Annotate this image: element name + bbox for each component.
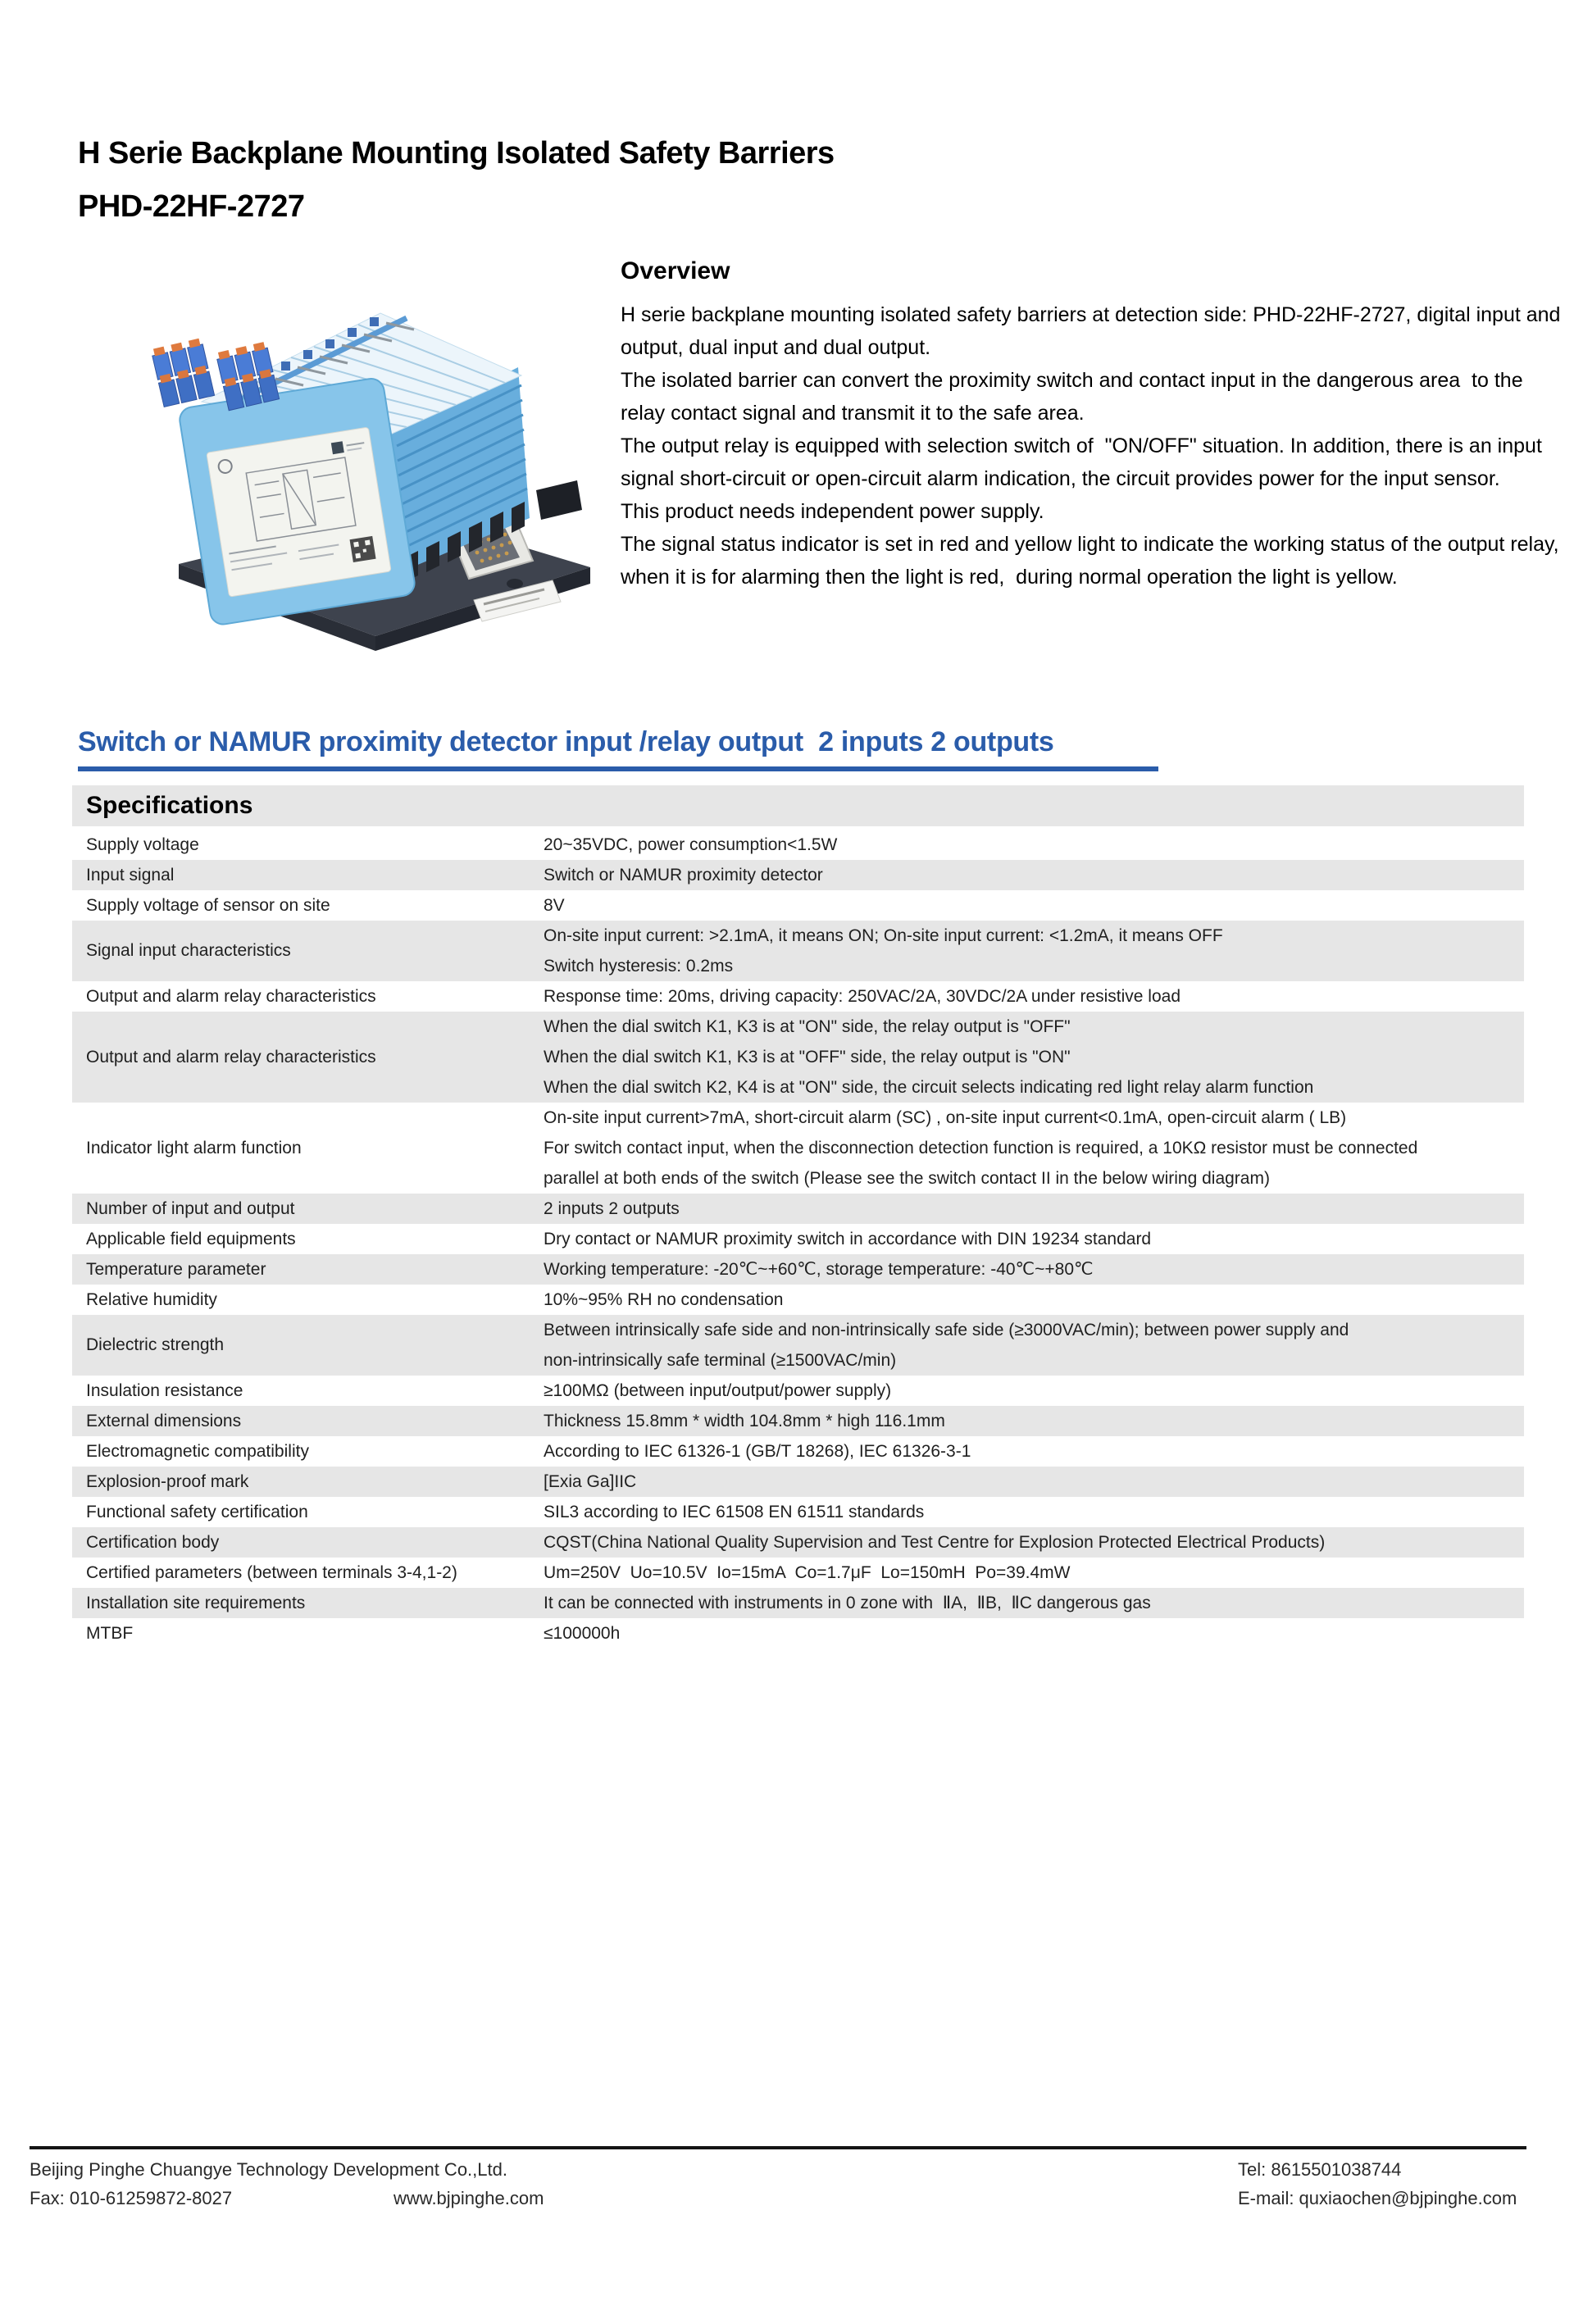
table-row: [72, 1467, 1524, 1497]
spec-value: SIL3 according to IEC 61508 EN 61511 standards: [544, 1503, 925, 1521]
spec-label: MTBF: [86, 1623, 134, 1643]
spec-label: Explosion-proof mark: [86, 1471, 249, 1491]
spec-label: Relative humidity: [86, 1289, 217, 1309]
spec-value: On-site input current>7mA, short-circuit alarm (SC) , on-site input current<0.1mA, open-circuit alarm ( LB): [544, 1108, 1347, 1127]
table-row: [72, 1588, 1524, 1618]
overview-paragraph: H serie backplane mounting isolated safety barriers at detection side: PHD-22HF-2727, digital input and output, dual input and dual output.: [621, 303, 1567, 359]
overview-paragraph: The signal status indicator is set in red and yellow light to indicate the working status of the output relay, when it is for alarming then the light is red, during normal operation the light is yellow.: [621, 533, 1565, 589]
overview-paragraph: The output relay is equipped with selection switch of "ON/OFF" situation. In addition, there is an input signal short-circuit or open-circuit alarm indication, the circuit provides power for the input sensor.: [621, 434, 1548, 490]
spec-value: Working temperature: -20℃~+60℃, storage temperature: -40℃~+80℃: [544, 1260, 1094, 1279]
specifications-table: [72, 830, 1524, 1649]
section-heading: Switch or NAMUR proximity detector input /relay output 2 inputs 2 outputs: [78, 726, 1158, 771]
spec-value: According to IEC 61326-1 (GB/T 18268), IEC 61326-3-1: [544, 1442, 971, 1461]
table-row: [72, 1285, 1524, 1315]
spec-value: Dry contact or NAMUR proximity switch in accordance with DIN 19234 standard: [544, 1230, 1152, 1248]
table-row: [72, 921, 1524, 981]
spec-label: Certification body: [86, 1532, 220, 1552]
footer-tel: Tel: 8615501038744: [1238, 2159, 1402, 2180]
spec-value: 20~35VDC, power consumption<1.5W: [544, 835, 838, 854]
footer-company: Beijing Pinghe Chuangye Technology Development Co.,Ltd.: [30, 2159, 507, 2180]
spec-value: 8V: [544, 896, 565, 915]
spec-label: Output and alarm relay characteristics: [86, 1047, 376, 1066]
spec-value: It can be connected with instruments in 0 zone with ⅡA, ⅡB, ⅡC dangerous gas: [544, 1594, 1151, 1612]
table-row: [72, 1558, 1524, 1588]
product-model: PHD-22HF-2727: [78, 189, 305, 224]
spec-value: parallel at both ends of the switch (Please see the switch contact II in the below wiring diagram): [544, 1169, 1270, 1188]
spec-label: Functional safety certification: [86, 1502, 308, 1521]
table-row: [72, 1497, 1524, 1527]
spec-value: For switch contact input, when the disconnection detection function is required, a 10KΩ resistor must be connected: [544, 1139, 1418, 1157]
footer-website: www.bjpinghe.com: [394, 2188, 544, 2208]
spec-value: Switch hysteresis: 0.2ms: [544, 957, 734, 976]
table-row: [72, 981, 1524, 1012]
spec-label: Supply voltage of sensor on site: [86, 895, 330, 915]
spec-value: Thickness 15.8mm * width 104.8mm * high 116.1mm: [544, 1412, 945, 1430]
spec-value: non-intrinsically safe terminal (≥1500VAC/min): [544, 1351, 897, 1370]
overview-paragraph: The isolated barrier can convert the proximity switch and contact input in the dangerous area to the relay contact signal and transmit it to the safe area.: [621, 369, 1529, 425]
table-row: [72, 1254, 1524, 1285]
spec-label: Temperature parameter: [86, 1259, 266, 1279]
table-row: [72, 1527, 1524, 1558]
spec-value: CQST(China National Quality Supervision and Test Centre for Explosion Protected Electrical Products): [544, 1533, 1326, 1552]
table-row: [72, 1224, 1524, 1254]
overview-section: [621, 257, 1572, 594]
table-row: [72, 1406, 1524, 1436]
overview-paragraph: This product needs independent power supply.: [621, 500, 1044, 523]
spec-value: Between intrinsically safe side and non-intrinsically safe side (≥3000VAC/min); between power supply and: [544, 1321, 1349, 1339]
spec-label: Dielectric strength: [86, 1335, 225, 1354]
spec-label: Number of input and output: [86, 1198, 295, 1218]
footer-fax: Fax: 010-61259872-8027: [30, 2188, 233, 2208]
spec-value: Switch or NAMUR proximity detector: [544, 866, 823, 885]
spec-label: Input signal: [86, 865, 175, 885]
spec-value: Um=250V Uo=10.5V Io=15mA Co=1.7μF Lo=150mH Po=39.4mW: [544, 1563, 1071, 1582]
spec-label: Signal input characteristics: [86, 941, 291, 960]
spec-value: 10%~95% RH no condensation: [544, 1290, 784, 1309]
spec-label: Applicable field equipments: [86, 1229, 296, 1248]
table-row: [72, 860, 1524, 890]
spec-value: When the dial switch K1, K3 is at "ON" side, the relay output is "OFF": [544, 1017, 1071, 1036]
table-row: [72, 1012, 1524, 1103]
spec-value: When the dial switch K1, K3 is at "OFF" side, the relay output is "ON": [544, 1048, 1071, 1066]
spec-value: Response time: 20ms, driving capacity: 250VAC/2A, 30VDC/2A under resistive load: [544, 987, 1180, 1006]
table-row: [72, 1436, 1524, 1467]
footer-email: E-mail: quxiaochen@bjpinghe.com: [1238, 2188, 1517, 2208]
spec-label: Supply voltage: [86, 835, 199, 854]
table-row: [72, 1376, 1524, 1406]
spec-label: Output and alarm relay characteristics: [86, 986, 376, 1006]
product-photo: [130, 271, 608, 659]
spec-label: Electromagnetic compatibility: [86, 1441, 309, 1461]
spec-value: [Exia Ga]IIC: [544, 1472, 637, 1491]
overview-heading: Overview: [621, 257, 730, 284]
safety-barrier-photo-illustration: [130, 271, 608, 659]
spec-value: On-site input current: >2.1mA, it means ON; On-site input current: <1.2mA, it means OFF: [544, 926, 1223, 945]
table-row: [72, 1618, 1524, 1649]
table-row: [72, 1194, 1524, 1224]
spec-label: Insulation resistance: [86, 1380, 243, 1400]
specifications-heading: Specifications: [86, 792, 253, 819]
specifications-header-band: [72, 785, 1524, 826]
spec-label: External dimensions: [86, 1411, 242, 1430]
table-row: [72, 890, 1524, 921]
spec-label: Certified parameters (between terminals 3-4,1-2): [86, 1562, 457, 1582]
spec-value: ≤100000h: [544, 1624, 621, 1643]
spec-value: ≥100MΩ (between input/output/power supply): [544, 1381, 892, 1400]
footer-divider: [30, 2146, 1526, 2149]
spec-label: Indicator light alarm function: [86, 1138, 302, 1157]
table-row: [72, 830, 1524, 860]
table-row: [72, 1315, 1524, 1376]
spec-label: Installation site requirements: [86, 1593, 306, 1612]
spec-value: 2 inputs 2 outputs: [544, 1199, 680, 1218]
page-title: H Serie Backplane Mounting Isolated Safety Barriers: [78, 136, 835, 171]
spec-value: When the dial switch K2, K4 is at "ON" side, the circuit selects indicating red light relay alarm function: [544, 1078, 1314, 1097]
table-row: [72, 1103, 1524, 1194]
